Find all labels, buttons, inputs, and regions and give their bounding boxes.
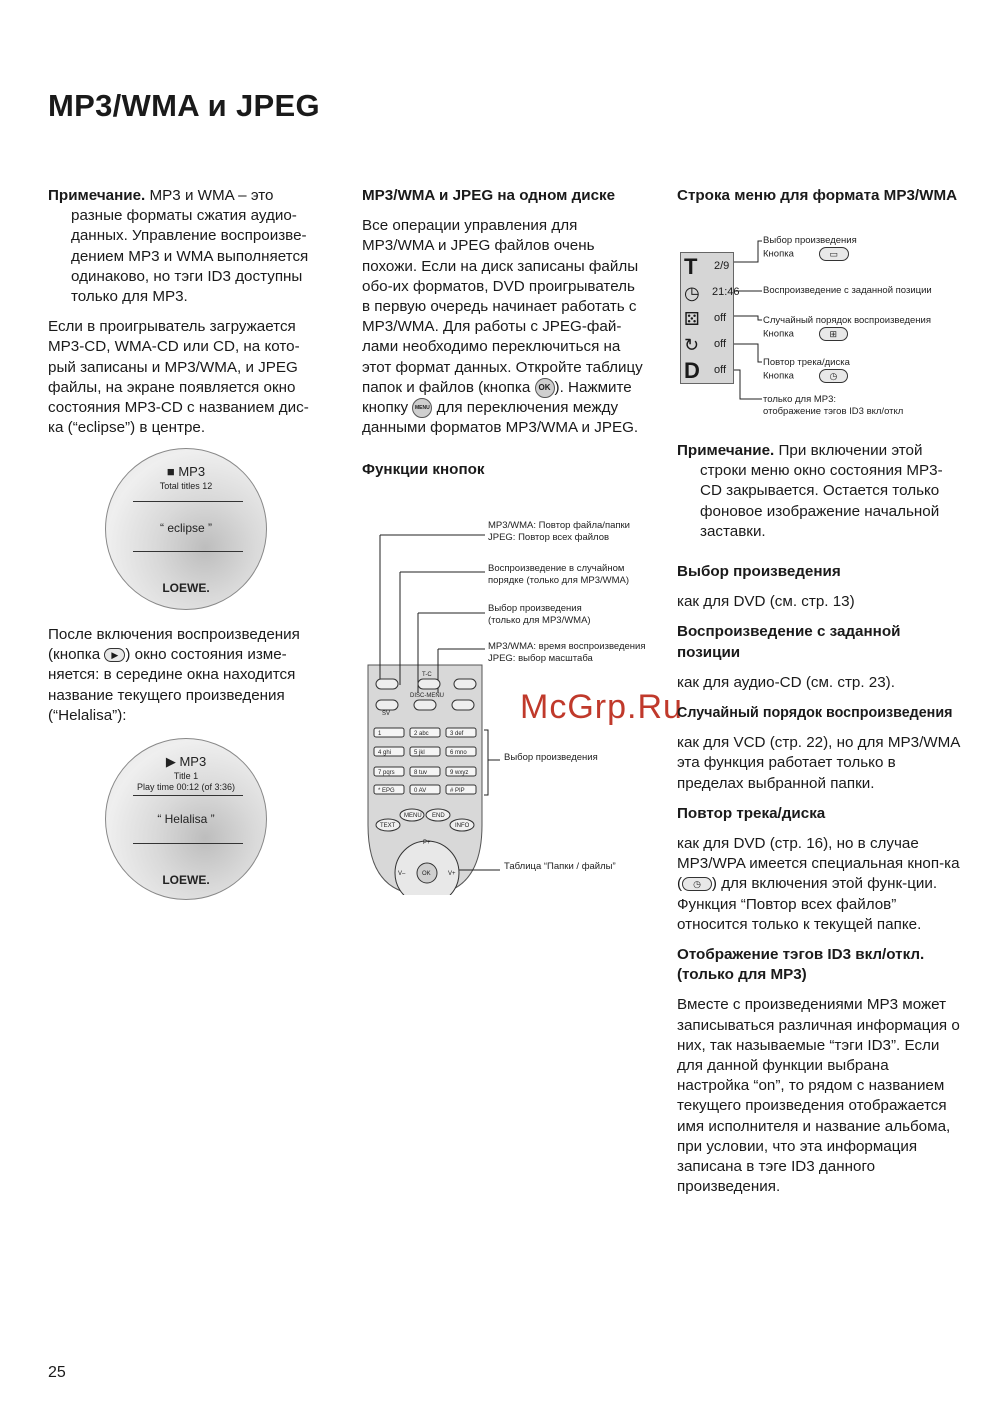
disc-title: Title 1 [173,771,199,781]
callout-random: Воспроизведение в случайном порядке (только для MP3/WMA) [488,563,630,586]
menu-row-repeat: ↻ off [684,335,727,355]
svg-text:V–: V– [398,871,406,877]
title-button-icon: ▭ [819,247,850,261]
menu-row-id3: D off [684,358,727,383]
svg-text:V+: V+ [448,871,456,877]
key-label: DISC-MENU [410,693,444,699]
svg-text:9 wxyz: 9 wxyz [450,770,469,776]
note-text: MP3 и WMA – это разные форматы сжатия аудио-данных. Управление воспроизве-дением MP3 и WMA выполняется одинаково, но тэги ID3 доступны только для MP3. [71,187,309,306]
subheading-id3: Отображение тэгов ID3 вкл/откл. (только для MP3) [677,946,925,984]
disc-info: Total titles 12 [159,481,213,491]
disc-name: “ Helalisa ” [157,812,215,826]
random-text: как для VCD (стр. 22), но для MP3/WMA эта функция работает только в пределах выбранной папки. [677,734,960,792]
disc-name: “ eclipse ” [159,521,212,535]
key-label: T-C [422,672,432,678]
status-window-disc-helalisa [105,738,267,900]
key-label: SV [382,711,391,717]
callout-folders: Таблица “Папки / файлы” [504,861,616,872]
svg-text:END: END [432,813,445,819]
divider [133,551,243,552]
note-label: Примечание. [677,442,775,459]
menu-bar-heading: Строка меню для формата MP3/WMA [677,187,958,204]
subheading-random: Случайный порядок воспроизведения [677,705,953,722]
menu-row-title: T 2/9 [684,254,730,279]
key [418,679,440,689]
remote-control-illustration [360,525,510,895]
dice-icon: ⚄ [684,309,700,329]
play-button-icon: ▶ [104,648,125,662]
status-window-disc-eclipse [105,448,267,610]
id3-icon: D [684,358,700,383]
svg-text:2 abc: 2 abc [414,731,429,737]
panel-label-id3: только для MP3: отображение тэгов ID3 вкл/откл [763,394,904,417]
key [452,700,474,710]
random-button-icon: ⊞ [819,327,849,341]
disc-mode: ▶ MP3 [165,754,207,769]
repeat-icon: ↻ [684,335,700,355]
operations-paragraph: Все операции управления для MP3/WMA и JPEG файлов очень похожи. Если на диск записаны файлы обо-их форматов, DVD проигрыватель в первую очередь начинает работать с MP3/WMA. Для работы с JPEG-фай-лами необходимо переключиться на этот формат данных. Откройте таблицу папок и файлов (кнопка OK ). Нажмите кнопку MENU для переключения между данными форматов MP3/WMA и JPEG. [362,217,643,437]
key [414,700,436,710]
section-heading: MP3/WMA и JPEG на одном диске [362,187,616,204]
disc-mode: ■ MP3 [166,464,206,479]
intro-paragraph: Если в проигрыватель загружается MP3-CD, WMA-CD или CD, на кото-рый записаны и MP3/WMA, и JPEG файлы, на экране появляется окно состояния MP3-CD с названием дис-ка (“eclipse”) в центре. [48,318,309,437]
subheading-position: Воспроизведение с заданной позиции [677,623,901,661]
svg-text:INFO: INFO [455,823,470,829]
note-paragraph [48,186,310,307]
divider [133,843,243,844]
playback-paragraph: После включения воспроизведения (кнопка ▶ ) окно состояния изме-няется: в середине окна находится название текущего произведения (“Helalisa”): [48,626,300,724]
column-left [48,186,310,448]
digits-bracket [484,730,500,795]
svg-text:1: 1 [378,731,382,737]
key [376,700,398,710]
svg-text:6 mno: 6 mno [450,750,467,756]
logo: LOEWE. [162,873,210,887]
note-label: Примечание. [48,187,146,204]
menu-row-time: ◷ 21:46 [684,283,740,303]
id3-text: Вместе с произведениями MP3 может записываться различная информация о них, так называемые “тэги ID3”. Если для данной функции выбрана настройка “on”, то рядом с названием текущего произведения отображается имя исполнителя и название альбома, при условии, что эта информация записана в тэге ID3 данного произведения. [677,996,960,1196]
column-right [677,186,962,216]
panel-label-time: Воспроизведение с заданной позиции [763,285,932,296]
repeat-button-icon: ◷ [682,877,712,891]
select-text: как для DVD (см. стр. 13) [677,593,855,611]
column-right-lower [677,441,962,1208]
key [454,679,476,689]
svg-text:7 pqrs: 7 pqrs [378,770,395,776]
functions-heading: Функции кнопок [362,461,485,479]
column-left-lower [48,625,310,736]
page-number: 25 [48,1364,66,1381]
svg-text:4 ghi: 4 ghi [378,750,392,756]
svg-text:TEXT: TEXT [380,823,396,829]
page-title: MP3/WMA и JPEG [48,88,320,123]
svg-text:# PIP: # PIP [450,788,465,794]
position-text: как для аудио-CD (см. стр. 23). [677,673,895,691]
svg-text:* EPG: * EPG [378,788,395,794]
repeat-button-icon: ◷ [819,369,849,383]
callout-repeat: MP3/WMA: Повтор файла/папки JPEG: Повтор всех файлов [488,520,630,543]
disc-playtime: Play time 00:12 (of 3:36) [136,782,236,792]
ok-button-icon: OK [535,378,555,398]
menu-button-icon: MENU [412,398,432,418]
subheading-repeat: Повтор трека/диска [677,804,826,822]
subheading-select: Выбор произведения [677,563,841,581]
menu-bar-callout-lines [734,236,764,406]
svg-text:3 def: 3 def [450,731,464,737]
clock-icon: ◷ [684,283,700,303]
divider [133,795,243,796]
panel-label-random: Случайный порядок воспроизведения Кнопка ⊞ [763,315,931,340]
svg-text:P+: P+ [423,840,431,846]
logo: LOEWE. [162,581,210,595]
svg-text:5 jkl: 5 jkl [414,750,425,756]
svg-text:0 AV: 0 AV [414,788,427,794]
key [376,679,398,689]
callout-select: Выбор произведения (только для MP3/WMA) [488,603,591,626]
callout-digits: Выбор произведения [504,752,598,763]
panel-label-repeat: Повтор трека/диска Кнопка ◷ [763,357,850,382]
svg-text:MENU: MENU [404,813,422,819]
note-paragraph [677,441,962,542]
svg-text:8 tuv: 8 tuv [414,770,428,776]
title-icon: T [684,254,698,279]
callout-time: MP3/WMA: время воспроизведения JPEG: выбор масштаба [488,641,646,664]
menu-row-random: ⚄ off [684,309,727,329]
panel-label-select: Выбор произведения Кнопка ▭ [763,235,857,260]
column-middle [362,186,644,491]
note-text: При включении этой строки меню окно состояния MP3-CD закрывается. Остается только фоновое изображение начальной заставки. [700,442,943,540]
repeat-text: как для DVD (стр. 16), но в случае MP3/WPA имеется специальная кноп-ка ( ◷ ) для включения этой функ-ции. Функция “Повтор всех файлов” относится только к текущей папке. [677,835,960,933]
divider [133,501,243,502]
watermark: McGrp.Ru [520,688,683,726]
svg-text:OK: OK [422,871,431,877]
